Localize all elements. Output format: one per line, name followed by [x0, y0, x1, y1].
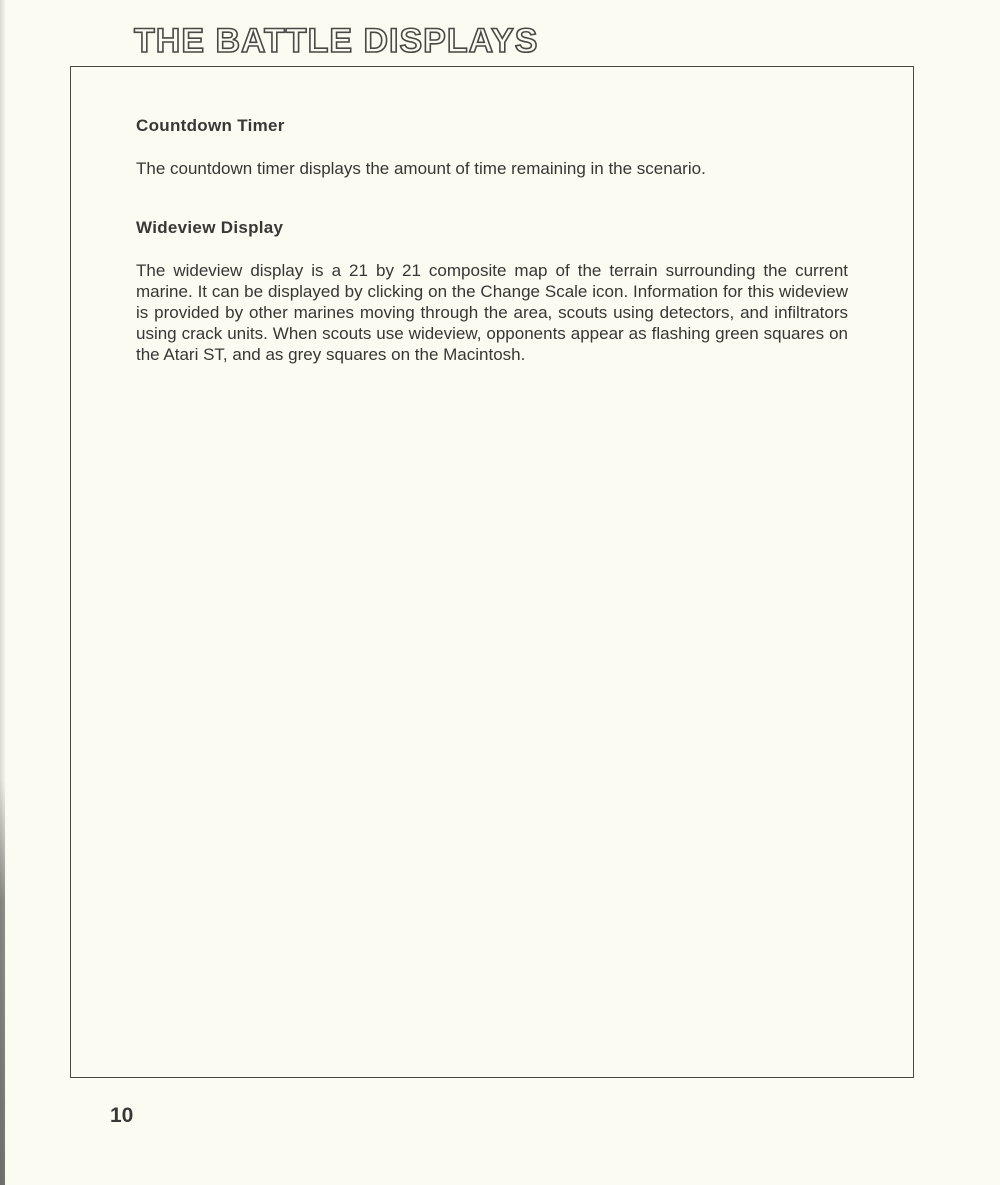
section-wideview-display [136, 218, 848, 365]
section-body: The countdown timer displays the amount of time remaining in the scenario. [136, 159, 706, 178]
section-heading: Wideview Display [136, 218, 284, 237]
section-heading: Countdown Timer [136, 116, 285, 135]
section-body: The wideview display is a 21 by 21 composite map of the terrain surrounding the current marine. It can be displayed by clicking on the Change Scale icon. Information for this wideview is provided by other marines moving through the area, scouts using detectors, and infiltrators using crack units. When scouts use wideview, opponents appear as flashing green squares on the Atari ST, and as grey squares on the Macintosh. [136, 261, 848, 364]
binding-edge [0, 780, 5, 1185]
page-header-title: THE BATTLE DISPLAYS [134, 22, 539, 60]
page-number: 10 [110, 1104, 134, 1127]
section-countdown-timer [136, 116, 848, 179]
